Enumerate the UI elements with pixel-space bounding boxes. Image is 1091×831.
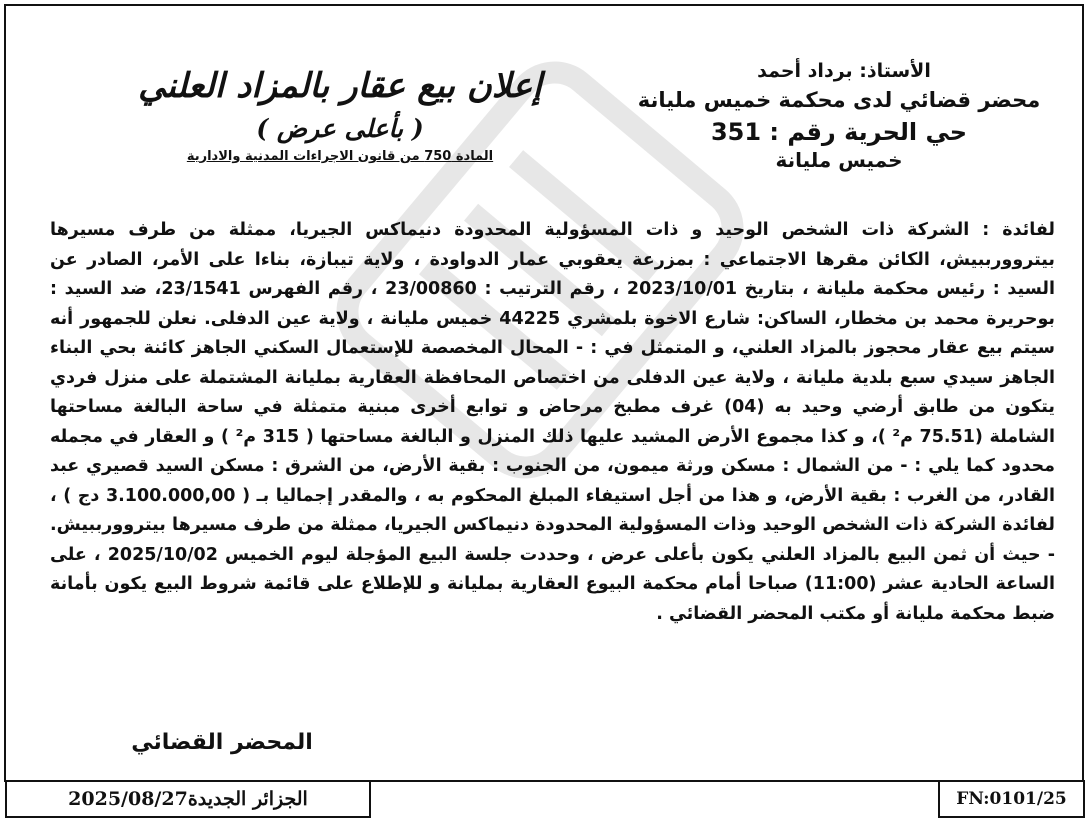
bailiff-header [619, 60, 1059, 172]
notice-title: إعلان بيع عقار بالمزاد العلني [138, 66, 542, 106]
notice-title-block [90, 66, 590, 164]
newspaper-box [5, 780, 371, 818]
publication-date: 2025/08/27 [68, 788, 188, 810]
reference-box [938, 780, 1085, 818]
bailiff-role: محضر قضائي لدى محكمة خميس مليانة [637, 88, 1041, 112]
reference-number: FN:0101/25 [956, 789, 1067, 809]
bailiff-city: خميس مليانة [775, 148, 903, 172]
signature: المحضر القضائي [131, 730, 313, 755]
bailiff-address: حي الحرية رقم : 351 [710, 118, 968, 146]
newspaper-name: الجزائر الجديدة [187, 788, 308, 810]
notice-body: لفائدة : الشركة ذات الشخص الوحيد و ذات المسؤولية المحدودة دنيماكس الجيريا، ممثلة من طرف مسيرها بيتروورببيش، الكائن مقرها الاجتماعي : بمزرعة يعقوبي عمار الدواودة ، ولاية تيبازة، بناءا على الأمر، الصادر عن السيد : رئيس محكمة مليانة ، بتاريخ 2023/10/01 ، رقم الترتيب : 23/00860 ، رقم الفهرس 23/1541، ضد السيد : بوحريرة محمد بن مخطار، الساكن: شارع الاخوة بلمشري 44225 خميس مليانة ، ولاية عين الدفلى. نعلن للجمهور أنه سيتم بيع عقار محجوز بالمزاد العلني، و المتمثل في : - المحال المخصصة للإستعمال السكني الجاهز كائنة بحي البناء الجاهز سيدي سبع بلدية مليانة ، ولاية عين الدفلى من اختصاص المحافظة العقارية بمليانة المشتملة على منزل فردي يتكون من طابق أرضي وحيد به (04) غرف مطبخ مرحاض و توابع أخرى مبنية متمثلة في ساحة البالغة مساحتها الشاملة (75.51 م² )، و كذا مجموع الأرض المشيد عليها ذلك المنزل و البالغة مساحتها ( 315 م² ) و العقار في مجمله محدود كما يلي : - من الشمال : مسكن ورثة ميمون، من الجنوب : بقية الأرض، من الشرق : مسكن السيد قصيري عبد القادر، من الغرب : بقية الأرض، و هذا من أجل استيفاء المبلغ المحكوم به ، والمقدر إجماليا بـ ( 3.100.000,00 دج ) ، لفائدة الشركة ذات الشخص الوحيد وذات المسؤولية المحدودة دنيماكس الجيريا، ممثلة من طرف مسيرها بيتروورببيش. - حيث أن ثمن البيع بالمزاد العلني يكون بأعلى عرض ، وحددت جلسة البيع المؤجلة ليوم الخميس 2025/10/02 ، على الساعة الحادية عشر (11:00) صباحا أمام محكمة البيوع العقارية بمليانة و للإطلاع على قائمة شروط البيع يكون بأمانة ضبط محكمة مليانة أو مكتب المحضر القضائي . [50, 220, 1056, 624]
notice-subtitle: ( بأعلى عرض ) [256, 114, 424, 143]
bailiff-name: الأستاذ: برداد أحمد [757, 60, 931, 82]
legal-article: المادة 750 من قانون الاجراءات المدنية والادارية [186, 149, 494, 164]
